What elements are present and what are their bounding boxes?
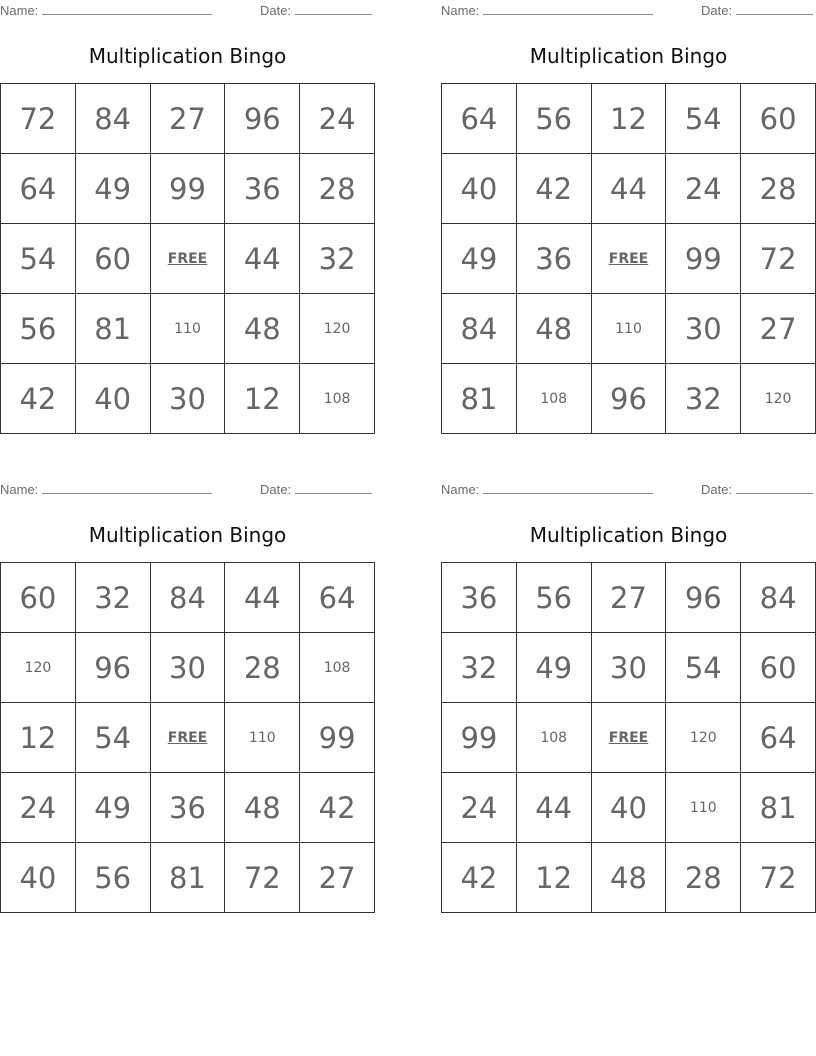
bingo-cell[interactable]: 110 (592, 294, 667, 364)
bingo-cell[interactable]: 99 (300, 703, 375, 773)
bingo-cell[interactable]: 56 (517, 563, 592, 633)
name-field[interactable] (441, 2, 653, 19)
bingo-cell[interactable]: 36 (151, 773, 226, 843)
bingo-cell[interactable]: 64 (300, 563, 375, 633)
date-blank-line (295, 481, 372, 494)
bingo-cell[interactable]: 96 (592, 364, 667, 434)
bingo-cell[interactable]: 30 (666, 294, 741, 364)
bingo-cell[interactable]: 40 (442, 154, 517, 224)
date-blank-line (736, 481, 813, 494)
bingo-cell[interactable]: 64 (741, 703, 816, 773)
bingo-cell[interactable]: 24 (666, 154, 741, 224)
card-header (441, 479, 816, 499)
name-label: Name: (441, 3, 480, 18)
bingo-cell[interactable]: 72 (1, 84, 76, 154)
bingo-cell[interactable]: 32 (76, 563, 151, 633)
bingo-cell[interactable]: 28 (741, 154, 816, 224)
card-title: Multiplication Bingo (529, 523, 728, 547)
bingo-cell[interactable]: 28 (300, 154, 375, 224)
bingo-cell[interactable]: 32 (300, 224, 375, 294)
card-header (0, 479, 375, 499)
bingo-cell[interactable]: 60 (1, 563, 76, 633)
bingo-cell[interactable]: 40 (1, 843, 76, 913)
bingo-grid (441, 562, 816, 913)
date-blank-line (295, 2, 372, 15)
bingo-grid (441, 83, 816, 434)
name-label: Name: (0, 482, 39, 497)
name-blank-line (483, 2, 653, 15)
date-label: Date: (701, 3, 733, 18)
free-space-cell[interactable]: FREE (592, 224, 667, 294)
bingo-cell[interactable]: 81 (151, 843, 226, 913)
bingo-cell[interactable]: 84 (442, 294, 517, 364)
bingo-cell[interactable]: 60 (741, 84, 816, 154)
bingo-cell[interactable]: 27 (151, 84, 226, 154)
bingo-cell[interactable]: 72 (741, 843, 816, 913)
name-blank-line (42, 481, 212, 494)
bingo-cell[interactable]: 42 (517, 154, 592, 224)
bingo-cell[interactable]: 32 (666, 364, 741, 434)
date-field[interactable] (260, 481, 372, 498)
bingo-cell[interactable]: 54 (1, 224, 76, 294)
bingo-cell[interactable]: 30 (151, 364, 226, 434)
free-space-cell[interactable]: FREE (592, 703, 667, 773)
free-space-cell[interactable]: FREE (151, 703, 226, 773)
bingo-cell[interactable]: 110 (225, 703, 300, 773)
bingo-cell[interactable]: 54 (76, 703, 151, 773)
bingo-cell[interactable]: 120 (666, 703, 741, 773)
bingo-cell[interactable]: 81 (741, 773, 816, 843)
bingo-cell[interactable]: 54 (666, 84, 741, 154)
bingo-cell[interactable]: 108 (517, 364, 592, 434)
bingo-cell[interactable]: 40 (76, 364, 151, 434)
bingo-cell[interactable]: 56 (76, 843, 151, 913)
bingo-cell[interactable]: 99 (151, 154, 226, 224)
bingo-cell[interactable]: 44 (592, 154, 667, 224)
bingo-cell[interactable]: 81 (442, 364, 517, 434)
bingo-cell[interactable]: 32 (442, 633, 517, 703)
bingo-cell[interactable]: 60 (76, 224, 151, 294)
bingo-cell[interactable]: 27 (592, 563, 667, 633)
bingo-cell[interactable]: 99 (442, 703, 517, 773)
date-blank-line (736, 2, 813, 15)
date-label: Date: (260, 482, 292, 497)
date-label: Date: (260, 3, 292, 18)
bingo-cell[interactable]: 84 (741, 563, 816, 633)
bingo-cell[interactable]: 120 (300, 294, 375, 364)
bingo-cell[interactable]: 60 (741, 633, 816, 703)
bingo-cell[interactable]: 30 (151, 633, 226, 703)
bingo-cell[interactable]: 96 (666, 563, 741, 633)
bingo-cell[interactable]: 27 (741, 294, 816, 364)
bingo-cell[interactable]: 24 (1, 773, 76, 843)
bingo-cell[interactable]: 110 (151, 294, 226, 364)
name-field[interactable] (441, 481, 653, 498)
bingo-cell[interactable]: 49 (517, 633, 592, 703)
name-field[interactable] (0, 481, 212, 498)
date-field[interactable] (260, 2, 372, 19)
date-field[interactable] (701, 481, 813, 498)
bingo-cell[interactable]: 36 (517, 224, 592, 294)
date-label: Date: (701, 482, 733, 497)
bingo-cell[interactable]: 54 (666, 633, 741, 703)
bingo-cell[interactable]: 27 (300, 843, 375, 913)
bingo-cell[interactable]: 120 (741, 364, 816, 434)
card-header (0, 0, 375, 20)
bingo-cell[interactable]: 28 (225, 633, 300, 703)
bingo-cell[interactable]: 120 (1, 633, 76, 703)
card-title: Multiplication Bingo (529, 44, 728, 68)
bingo-grid (0, 83, 375, 434)
bingo-cell[interactable]: 99 (666, 224, 741, 294)
bingo-cell[interactable]: 44 (225, 224, 300, 294)
name-label: Name: (441, 482, 480, 497)
bingo-cell[interactable]: 12 (1, 703, 76, 773)
bingo-cell[interactable]: 42 (442, 843, 517, 913)
bingo-cell[interactable]: 64 (1, 154, 76, 224)
bingo-cell[interactable]: 108 (300, 364, 375, 434)
bingo-cell[interactable]: 96 (76, 633, 151, 703)
bingo-cell[interactable]: 24 (300, 84, 375, 154)
bingo-cell[interactable]: 84 (151, 563, 226, 633)
bingo-cell[interactable]: 110 (666, 773, 741, 843)
bingo-cell[interactable]: 44 (517, 773, 592, 843)
bingo-cell[interactable]: 108 (517, 703, 592, 773)
bingo-cell[interactable]: 36 (225, 154, 300, 224)
bingo-cell[interactable]: 12 (225, 364, 300, 434)
bingo-cell[interactable]: 49 (76, 773, 151, 843)
bingo-grid (0, 562, 375, 913)
bingo-cell[interactable]: 49 (442, 224, 517, 294)
bingo-cell[interactable]: 30 (592, 633, 667, 703)
bingo-cell[interactable]: 108 (300, 633, 375, 703)
bingo-cell[interactable]: 36 (442, 563, 517, 633)
name-blank-line (42, 2, 212, 15)
bingo-cell[interactable]: 40 (592, 773, 667, 843)
bingo-cell[interactable]: 12 (592, 84, 667, 154)
bingo-cell[interactable]: 48 (517, 294, 592, 364)
bingo-cell[interactable]: 96 (225, 84, 300, 154)
name-field[interactable] (0, 2, 212, 19)
bingo-cell[interactable]: 48 (225, 294, 300, 364)
card-title: Multiplication Bingo (88, 44, 287, 68)
bingo-cell[interactable]: 72 (225, 843, 300, 913)
bingo-cell[interactable]: 12 (517, 843, 592, 913)
bingo-cell[interactable]: 81 (76, 294, 151, 364)
name-label: Name: (0, 3, 39, 18)
bingo-cell[interactable]: 84 (76, 84, 151, 154)
bingo-cell[interactable]: 56 (517, 84, 592, 154)
date-field[interactable] (701, 2, 813, 19)
free-space-cell[interactable]: FREE (151, 224, 226, 294)
bingo-cell[interactable]: 64 (442, 84, 517, 154)
bingo-cell[interactable]: 72 (741, 224, 816, 294)
bingo-cell[interactable]: 56 (1, 294, 76, 364)
bingo-cell[interactable]: 42 (300, 773, 375, 843)
card-title: Multiplication Bingo (88, 523, 287, 547)
name-blank-line (483, 481, 653, 494)
card-header (441, 0, 816, 20)
bingo-cell[interactable]: 28 (666, 843, 741, 913)
bingo-cell[interactable]: 48 (225, 773, 300, 843)
bingo-cell[interactable]: 24 (442, 773, 517, 843)
bingo-cell[interactable]: 49 (76, 154, 151, 224)
bingo-cell[interactable]: 48 (592, 843, 667, 913)
bingo-cell[interactable]: 44 (225, 563, 300, 633)
bingo-cell[interactable]: 42 (1, 364, 76, 434)
